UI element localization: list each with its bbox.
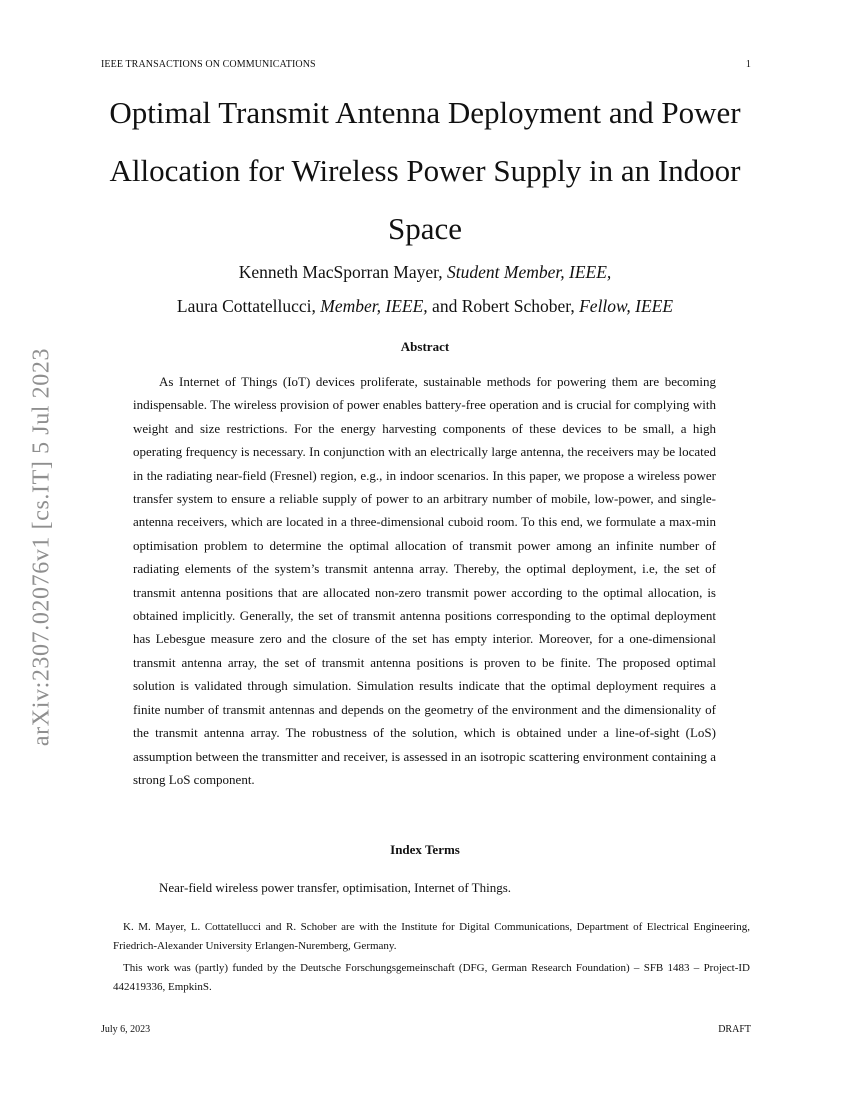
footnote-funding: This work was (partly) funded by the Deutsche Forschungsgemeinschaft (DFG, German Research Foundation) – SFB 1483 – Project-ID 442419336, EmpkinS. — [113, 962, 750, 993]
arxiv-identifier — [22, 320, 62, 774]
footnotes — [113, 918, 750, 997]
index-terms-heading: Index Terms — [390, 842, 460, 857]
page-number: 1 — [745, 59, 751, 70]
arxiv-identifier-text: arXiv:2307.02076v1 [cs.IT] 5 Jul 2023 — [28, 347, 55, 747]
author-1-name: Kenneth MacSporran Mayer, — [238, 262, 443, 282]
index-terms-text: Near-field wireless power transfer, optimisation, Internet of Things. — [159, 880, 512, 895]
footnote-affiliation: K. M. Mayer, L. Cottatellucci and R. Schober are with the Institute for Digital Communications, Department of Electrical Engineering, Friedrich-Alexander University Erlangen-Nuremberg, Germany. — [113, 921, 750, 952]
author-block — [80, 255, 770, 323]
author-conjunction: and — [432, 296, 458, 316]
paper-title: Optimal Transmit Antenna Deployment and Power Allocation for Wireless Power Supply in an Indoor Space — [109, 95, 741, 246]
author-line-1 — [80, 255, 770, 289]
abstract-text: As Internet of Things (IoT) devices proliferate, sustainable methods for powering them are becoming indispensable. The wireless provision of power enables battery-free operation and is crucial for complying with weight and size restrictions. For the energy harvesting components of these devices to be small, a high operating frequency is necessary. In conjunction with an electrically large antenna, the receivers may be located in the radiating near-field (Fresnel) region, e.g., in indoor scenarios. In this paper, we propose a wireless power transfer system to ensure a reliable supply of power to an arbitrary number of mobile, low-power, and single-antenna receivers, which are located in a three-dimensional cuboid room. To this end, we formulate a max-min optimisation problem to determine the optimal allocation of transmit power among an infinite number of radiating elements of the system’s transmit antenna array. Thereby, the optimal deployment, i.e, the set of transmit antenna positions that are allocated non-zero transmit power according to the optimal allocation, is obtained implicitly. Generally, the set of transmit antenna positions corresponding to the optimal deployment has Lebesgue measure zero and the closure of the set has empty interior. Moreover, for a one-dimensional transmit antenna array, the set of transmit antenna positions is proven to be finite. The proposed optimal solution is validated through simulation. Simulation results indicate that the optimal deployment requires a finite number of transmit antennas and depends on the geometry of the environment and the dimensionality of the transmit antenna array. The robustness of the solution, which is obtained under a line-of-sight (LoS) assumption between the transmitter and receiver, is assessed in an isotropic scattering environment containing a strong LoS component. — [133, 374, 716, 787]
author-2-name: Laura Cottatellucci, — [176, 296, 316, 316]
author-3-role: Fellow, IEEE — [579, 296, 674, 316]
author-1-role: Student Member, IEEE, — [447, 262, 612, 282]
author-line-2 — [80, 289, 770, 323]
footer-draft-label: DRAFT — [718, 1024, 751, 1035]
abstract-heading: Abstract — [400, 339, 450, 354]
author-2-role: Member, IEEE, — [320, 296, 428, 316]
footer-date: July 6, 2023 — [101, 1024, 151, 1035]
journal-name: IEEE TRANSACTIONS ON COMMUNICATIONS — [101, 59, 316, 70]
author-3-name: Robert Schober, — [461, 296, 575, 316]
